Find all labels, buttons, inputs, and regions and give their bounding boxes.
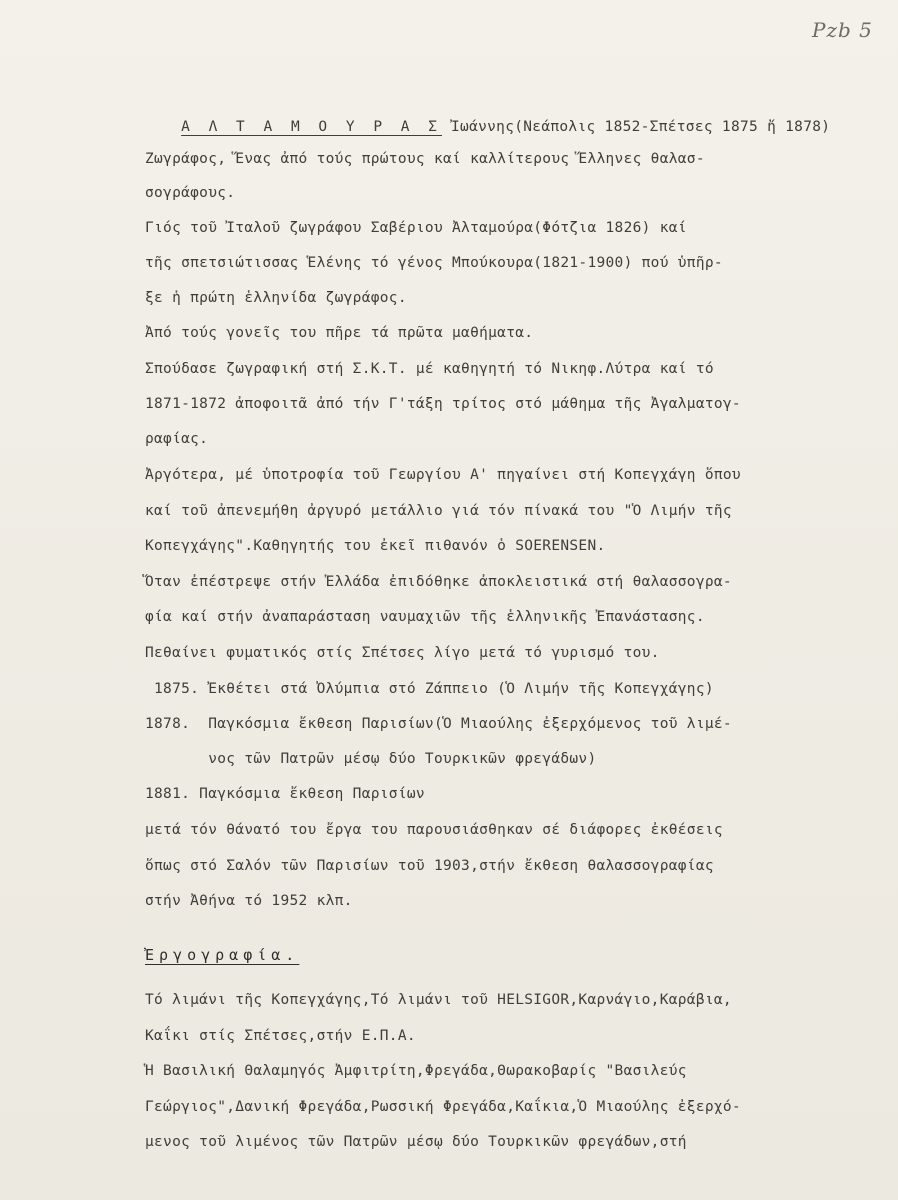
title-line — [145, 103, 830, 151]
biography-line: στήν Ἀθήνα τό 1952 κλπ. — [145, 893, 353, 909]
artist-name-dates: Ἰωάννης(Νεάπολις 1852-Σπέτσες 1875 ἤ 1878) — [442, 119, 831, 135]
biography-line: τῆς σπετσιώτισσας Ἑλένης τό γένος Μπούκουρα(1821-1900) πού ὑπῆρ- — [145, 255, 723, 271]
exhibition-line: 1881. Παγκόσμια ἔκθεση Παρισίων — [145, 786, 425, 802]
exhibition-line: 1875. Ἐκθέτει στά Ὀλύμπια στό Ζάππειο (Ὁ Λιμήν τῆς Κοπεγχάγης) — [145, 681, 714, 697]
biography-line: καί τοῦ ἀπενεμήθη ἀργυρό μετάλλιο γιά τόν πίνακά του "Ὁ Λιμήν τῆς — [145, 503, 732, 519]
exhibition-line: 1878. Παγκόσμια ἔκθεση Παρισίων(Ὁ Μιαούλης ἐξερχόμενος τοῦ λιμέ- — [145, 716, 732, 732]
works-line: Τό λιμάνι τῆς Κοπεγχάγης,Τό λιμάνι τοῦ HELSIGOR,Καρνάγιο,Καράβια, — [145, 992, 732, 1008]
works-line: Γεώργιος",Δανική Φρεγάδα,Ρωσσική Φρεγάδα,Καΐκια,Ὁ Μιαούλης ἐξερχό- — [145, 1099, 741, 1115]
biography-line: Ζωγράφος, Ἕνας ἀπό τούς πρώτους καί καλλίτερους Ἕλληνες θαλασ- — [145, 151, 705, 167]
biography-line: Κοπεγχάγης".Καθηγητής του ἐκεῖ πιθανόν ὁ SOERENSEN. — [145, 538, 606, 554]
artist-surname: Α Λ Τ Α Μ Ο Υ Ρ Α Σ — [181, 119, 442, 135]
biography-line: Ἀπό τούς γονεῖς του πῆρε τά πρῶτα μαθήματα. — [145, 325, 534, 341]
exhibition-line: νος τῶν Πατρῶν μέσῳ δύο Τουρκικῶν φρεγάδων) — [145, 751, 597, 767]
biography-line: Γιός τοῦ Ἰταλοῦ ζωγράφου Σαβέριου Ἀλταμούρα(Φότζια 1826) καί — [145, 220, 687, 236]
biography-line: Σπούδασε ζωγραφική στή Σ.Κ.Τ. μέ καθηγητή τό Νικηφ.Λύτρα καί τό — [145, 361, 714, 377]
biography-line: Ἀργότερα, μέ ὑποτροφία τοῦ Γεωργίου Α' πηγαίνει στή Κοπεγχάγη ὅπου — [145, 467, 741, 483]
page-number: Pzb 5 — [812, 18, 873, 42]
biography-line: ὅπως στό Σαλόν τῶν Παρισίων τοῦ 1903,στήν ἔκθεση θαλασσογραφίας — [145, 858, 714, 874]
biography-line: σογράφους. — [145, 185, 236, 201]
biography-line: ξε ἡ πρώτη ἑλληνίδα ζωγράφος. — [145, 290, 407, 306]
biography-line: 1871-1872 ἀποφοιτᾶ ἀπό τήν Γ'τάξη τρίτος στό μάθημα τῆς Ἀγαλματογ- — [145, 396, 741, 412]
biography-line: Ὅταν ἐπέστρεψε στήν Ἑλλάδα ἐπιδόθηκε ἀποκλειστικά στή θαλασσογρα- — [145, 574, 732, 590]
works-line: Καΐκι στίς Σπέτσες,στήν Ε.Π.Α. — [145, 1028, 416, 1044]
biography-line: μετά τόν θάνατό του ἔργα του παρουσιάσθηκαν σέ διάφορες ἐκθέσεις — [145, 822, 723, 838]
works-heading: Ἐργογραφία. — [145, 946, 300, 964]
biography-line: Πεθαίνει φυματικός στίς Σπέτσες λίγο μετά τό γυρισμό του. — [145, 645, 660, 661]
works-line: Ἡ Βασιλική Θαλαμηγός Ἀμφιτρίτη,Φρεγάδα,Θωρακοβαρίς "Βασιλεύς — [145, 1063, 687, 1079]
biography-line: ραφίας. — [145, 431, 209, 447]
biography-line: φία καί στήν ἀναπαράσταση ναυμαχιῶν τῆς ἑλληνικῆς Ἐπανάστασης. — [145, 609, 705, 625]
works-line: μενος τοῦ λιμένος τῶν Πατρῶν μέσῳ δύο Τουρκικῶν φρεγάδων,στή — [145, 1134, 687, 1150]
